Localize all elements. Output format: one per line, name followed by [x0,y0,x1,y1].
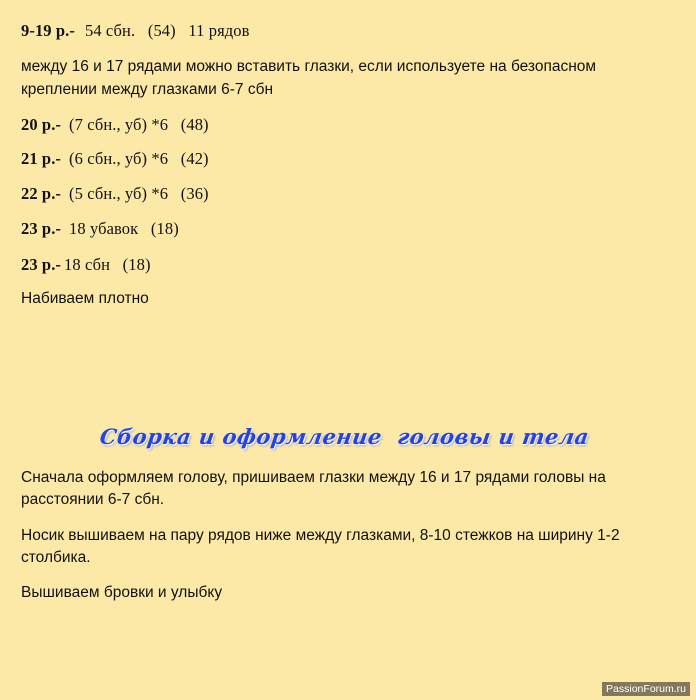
row-22 [21,183,209,205]
row-20 [21,114,209,136]
assembly-p1-line-1: Сначала оформляем голову, пришиваем глазки между 16 и 17 рядами головы на [21,469,606,486]
row-text: 18 сбн (18) [64,255,151,274]
row-text: (6 сбн., уб) *6 (42) [69,149,209,168]
note-line-2: креплении между глазками 6-7 сбн [21,81,274,98]
stuffing-note: Набиваем плотно [21,290,149,307]
row-text: (5 сбн., уб) *6 (36) [69,184,209,203]
note-line-1: между 16 и 17 рядами можно вставить глазки, если используете на безопасном [21,58,597,75]
row-label: 20 р.- [21,115,62,134]
assembly-p3: Вышиваем бровки и улыбку [21,584,223,601]
row-label: 23 р.- [21,219,62,238]
row-label: 21 р.- [21,149,62,168]
row-text: 54 сбн. (54) 11 рядов [84,21,250,40]
row-label: 23 р.- [21,255,62,274]
assembly-p1-line-2: расстоянии 6-7 сбн. [21,491,165,508]
row-23b [21,254,151,276]
watermark: PassionForum.ru [602,682,690,696]
row-text: 18 убавок (18) [69,219,179,238]
section-title: Сборка и оформление головы и тела [98,424,591,449]
assembly-p2-line-2: столбика. [21,549,91,566]
assembly-p2-line-1: Носик вышиваем на пару рядов ниже между глазками, 8-10 стежков на ширину 1-2 [21,527,620,544]
row-21 [21,148,209,170]
row-23a [21,218,179,240]
row-text: (7 сбн., уб) *6 (48) [69,115,209,134]
row-9-19 [21,20,250,42]
row-label: 22 р.- [21,184,62,203]
row-label: 9-19 р.- [21,21,75,40]
